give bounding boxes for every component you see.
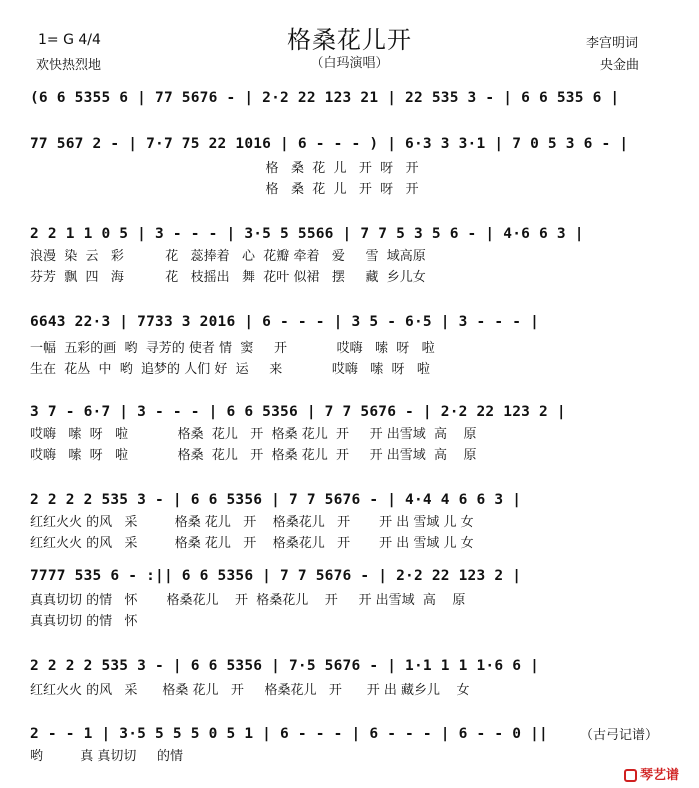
lyric-line-2a: 格 桑 花 儿 开 呀 开	[30, 161, 419, 176]
lyric-line-7b: 真真切切 的情 怀	[30, 614, 138, 629]
lyric-line-4a: 一幅 五彩的画 哟 寻芳的 使者 情 窦 开 哎嗨 嗦 呀 啦	[30, 341, 435, 356]
watermark-icon	[624, 769, 637, 782]
lyric-line-4b: 生在 花丛 中 哟 追梦的 人们 好 运 来 哎嗨 嗦 呀 啦	[30, 362, 430, 377]
watermark-text: 琴艺谱	[640, 768, 680, 783]
lyric-line-6b: 红红火火 的风 采 格桑 花儿 开 格桑花儿 开 开 出 雪域 儿 女	[30, 536, 474, 551]
lyric-line-6a: 红红火火 的风 采 格桑 花儿 开 格桑花儿 开 开 出 雪域 儿 女	[30, 515, 474, 530]
performer-subtitle: （白玛演唱）	[310, 56, 389, 71]
lyricist-credit: 李宫明词	[586, 36, 639, 51]
lyric-line-5a: 哎嗨 嗦 呀 啦 格桑 花儿 开 格桑 花儿 开 开 出雪域 高 原	[30, 427, 477, 442]
tempo-marking: 欢快热烈地	[36, 58, 102, 73]
notation-line-8: 2 2 2 2 535 3 - | 6 6 5356 | 7·5 5676 - | 1·1 1 1 1·6 6 |	[30, 658, 539, 674]
page-title: 格桑花儿开	[287, 26, 412, 54]
notation-line-6: 2 2 2 2 535 3 - | 6 6 5356 | 7 7 5676 - | 4·4 4 6 6 3 |	[30, 492, 522, 508]
notation-line-9: 2 - - 1 | 3·5 5 5 5 0 5 1 | 6 - - - | 6 - - - | 6 - - 0 ||	[30, 726, 548, 742]
lyric-line-8a: 红红火火 的风 采 格桑 花儿 开 格桑花儿 开 开 出 藏乡儿 女	[30, 683, 470, 698]
lyric-line-3a: 浪漫 染 云 彩 花 蕊捧着 心 花瓣 牵着 爱 雪 域高原	[30, 249, 426, 264]
notation-line-5: 3 7 - 6·7 | 3 - - - | 6 6 5356 | 7 7 5676 - | 2·2 22 123 2 |	[30, 404, 566, 420]
site-watermark	[624, 764, 679, 783]
notation-line-1: (6 6 5355 6 | 77 5676 - | 2·2 22 123 21 | 22 535 3 - | 6 6 535 6 |	[30, 90, 620, 106]
notation-line-2: 77 567 2 - | 7·7 75 22 1016 | 6 - - - ) | 6·3 3 3·1 | 7 0 5 3 6 - |	[30, 136, 629, 152]
composer-credit: 央金曲	[600, 58, 640, 73]
key-signature: 1= G 4/4	[38, 32, 101, 48]
lyric-line-9a: 哟 真 真切切 的情	[30, 749, 183, 764]
lyric-line-5b: 哎嗨 嗦 呀 啦 格桑 花儿 开 格桑 花儿 开 开 出雪域 高 原	[30, 448, 477, 463]
transcriber-note: （古弓记谱）	[580, 728, 659, 743]
notation-line-7: 7777 535 6 - :|| 6 6 5356 | 7 7 5676 - | 2·2 22 123 2 |	[30, 568, 522, 584]
lyric-line-3b: 芬芳 飘 四 海 花 枝摇出 舞 花叶 似裙 摆 藏 乡儿女	[30, 270, 426, 285]
notation-line-3: 2 2 1 1 0 5 | 3 - - - | 3·5 5 5566 | 7 7 5 3 5 6 - | 4·6 6 3 |	[30, 226, 584, 242]
lyric-line-2b: 格 桑 花 儿 开 呀 开	[30, 182, 419, 197]
lyric-line-7a: 真真切切 的情 怀 格桑花儿 开 格桑花儿 开 开 出雪域 高 原	[30, 593, 466, 608]
notation-line-4: 6643 22·3 | 7733 3 2016 | 6 - - - | 3 5 - 6·5 | 3 - - - |	[30, 314, 539, 330]
